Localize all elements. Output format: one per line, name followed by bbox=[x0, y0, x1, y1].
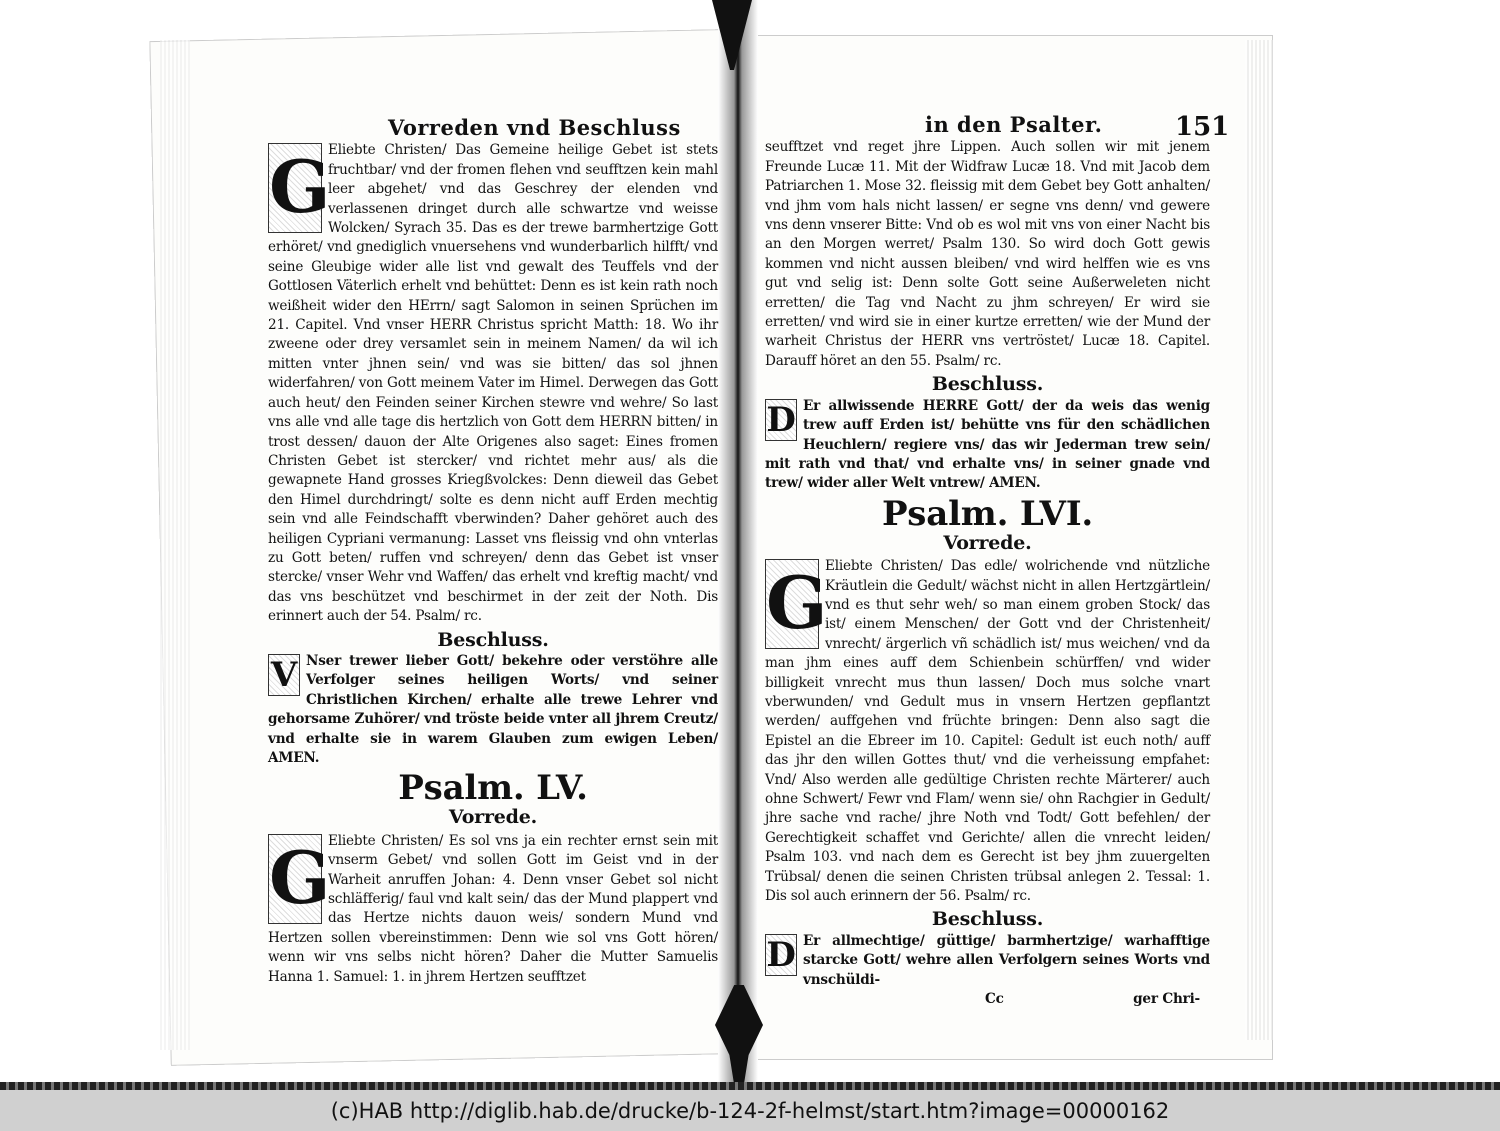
conclusion-55-text: Er allwissende HERRE Gott/ der da weis das wenig trew auff Erden ist/ behütte vns für den schädlichen Heuchlern/ regiere vns/ das wir Jederman trew sein/ mit rath vnd that/ vnd erhalte vns/ in seiner gnade vnd trew/ wider aller Welt vntrew/ AMEN. bbox=[765, 397, 1210, 492]
conclusion-heading: Beschluss. bbox=[931, 373, 1044, 396]
left-page-edge bbox=[160, 40, 190, 1050]
right-running-head: in den Psalter. bbox=[925, 112, 1103, 137]
left-page-text bbox=[268, 115, 718, 987]
preface-55 bbox=[268, 832, 718, 987]
conclusion-55 bbox=[765, 397, 1210, 494]
decorated-initial: G bbox=[268, 143, 322, 233]
copyright-text: (c)HAB http://diglib.hab.de/drucke/b-124-2f-helmst/start.htm?image=00000162 bbox=[330, 1098, 1170, 1123]
conclusion-heading: Beschluss. bbox=[437, 628, 549, 651]
book-gutter bbox=[718, 0, 758, 1090]
decorated-initial: D bbox=[766, 934, 796, 975]
signature-line bbox=[765, 990, 1210, 1009]
page-number: 151 bbox=[1175, 112, 1230, 142]
preface-54 bbox=[268, 141, 718, 626]
copyright-footer bbox=[0, 1090, 1500, 1131]
decorated-initial: G bbox=[765, 559, 819, 649]
decorated-initial: G bbox=[268, 834, 322, 924]
left-running-head: Vorreden vnd Beschluss bbox=[388, 115, 681, 140]
conclusion-56-text: Er allmechtige/ güttige/ barmhertzige/ warhafftige starcke Gott/ wehre allen Verfolgern seines Worts vnd vnschüldi- bbox=[803, 932, 1210, 988]
conclusion-54-text: Nser trewer lieber Gott/ bekehre oder verstöhre alle Verfolger seines heiligen Worts/ vnd seiner Christlichen Kirchen/ erhalte alle trewe Lehrer vnd gehorsame Zuhörer/ vnd tröste beide vnter all jhrem Creutz/ vnd erhalte sie in warem Glauben zum ewigen Leben/ AMEN. bbox=[268, 652, 718, 766]
scan-bottom-edge bbox=[0, 1082, 1500, 1090]
decorated-initial: D bbox=[766, 399, 796, 440]
right-page-edge bbox=[1245, 40, 1275, 1040]
psalm-title: Psalm. LV. bbox=[398, 768, 588, 809]
preface-56 bbox=[765, 557, 1210, 906]
psalm-title: Psalm. LVI. bbox=[881, 493, 1094, 534]
conclusion-56 bbox=[765, 932, 1210, 990]
preface-56-text: Eliebte Christen/ Das edle/ wolrichende vnd nützliche Kräutlein die Gedult/ wächst nicht in allen Hertzgärtlein/ vnd es thut sehr weh/ so man einem groben Stock/ das ist/ einem Menschen/ der Gott vnd der Christenheit/ vnrecht/ ärgerlich vñ schädlich ist/ mus weichen/ vnd da man jhm eines auff dem Schienbein schürffen/ vnd wider billigkeit vnrecht mus thun lassen/ Doch mus solche vnart vberwunden/ vnd Gedult mus in vnsern Hertzen gepflantzt werden/ auffgehen vnd früchte bringen: Denn also sagt die Epistel an die Ebreer im 10. Capitel: Gedult ist euch noth/ auff das jhr den willen Gottes thut/ vnd die verheissung empfahet: Vnd/ Also werden alle gedültige Christen rechte Märterer/ auch ohne Schwert/ Fewr vnd Flam/ wenn sie/ ohn Rachgier in Gedult/ jhre sache vnd rache/ jhre Noth vnd Todt/ Gott befehlen/ der Gerechtigkeit schaffet vnd Gerichte/ allen die vnrecht leiden/ Psalm 103. vnd nach dem es Gerecht ist bey jhm zuuergelten Trübsal/ denen die seinen Christen trübsal anlegen 2. Tessal: 1. Dis sol auch erinnern der 56. Psalm/ rc. bbox=[765, 558, 1210, 905]
signature-mark: Cc bbox=[985, 991, 1004, 1008]
decorated-initial: V bbox=[268, 654, 300, 696]
preface-heading: Vorrede. bbox=[943, 531, 1032, 554]
conclusion-54 bbox=[268, 652, 718, 768]
conclusion-heading: Beschluss. bbox=[931, 908, 1044, 931]
preface-55-text: Eliebte Christen/ Es sol vns ja ein rechter ernst sein mit vnserm Gebet/ vnd sollen Gott im Geist vnd in der Warheit anruffen Johan: 4. Denn vnser Gebet sol nicht schläfferig/ faul vnd kalt sein/ das der Mund plappert vnd das Hertze nichts dauon weis/ sondern Mund vnd Hertzen sollen vbereinstimmen: Denn wie sol vns Gott hören/ wenn wir vns selbs nicht hören? Daher die Mutter Samuelis Hanna 1. Samuel: 1. in jhrem Hertzen seufftzet bbox=[268, 832, 718, 985]
preface-54-text: Eliebte Christen/ Das Gemeine heilige Gebet ist stets fruchtbar/ vnd der fromen flehen vnd seufftzen kein mahl leer abgehet/ vnd das Geschrey der elenden vnd verlassenen dringet durch alle schwartze vnd weisse Wolcken/ Syrach 35. Das es der trewe barmhertzige Gott erhöret/ vnd gnediglich vnuersehens vnd wunderbarlich hilfft/ vnd seine Gleubige wider alle list vnd gewalt des Teuffels vnd der Gottlosen Väterlich erhelt vnd behüttet: Denn es ist kein rath noch weißheit wider den HErrn/ sagt Salomon in seinen Sprüchen im 21. Capitel. Vnd vnser HERR Christus spricht Matth: 18. Wo ihr zweene oder drey versamlet sein in meinem Namen/ da wil ich mitten vnter jhnen sein/ vnd was sie bitten/ das sol jhnen widerfahren/ von Gott meinem Vater im Himel. Derwegen das Gott auch heut/ den Feinden seiner Kirchen stewre vnd wehre/ So last vns alle vnd alle tage dis hertzlich von Gott dem HERRN bitten/ in trost dessen/ dauon der Alte Origenes also saget: Eines fromen Christen Gebet ist stercker/ vnd richtet mehr aus/ als die gewapnete Hand grosses Kriegßvolckes: Denn dieweil das Gebet den Himel durchdringt/ solte es denn nicht auff Erden mechtig sein vnd alle Feindschafft vberwinden? Daher gehöret auch des heiligen Cypriani vermanung: Lasset vns fleissig vnd ohn vnterlas zu Gott beten/ ruffen vnd schreyen/ denn das Gebet ist vnser stercke/ vnser Wehr vnd Waffen/ das erhelt vnd kreftig macht/ vnd das vns beschützet vnd beschirmet in der zeit der Noth. Dis erinnert auch der 54. Psalm/ rc. bbox=[268, 142, 718, 625]
right-page-text bbox=[765, 112, 1210, 1009]
preface-55-continuation: seufftzet vnd reget jhre Lippen. Auch sollen wir mit jenem Freunde Lucæ 11. Mit der Widfraw Lucæ 18. Vnd mit Jacob dem Patriarchen 1. Mose 32. fleissig mit dem Gebet bey Gott anhalten/ vnd jhm vom hals nicht lassen/ er segne vns denn/ vnd gewere vns denn vnserer Bitte: Vnd ob es wol mit vns von einer Nacht bis an den Morgen werret/ Psalm 130. So wird doch Gott gewis kommen vnd nicht aussen bleiben/ vnd wird helffen wie es vns gut vnd selig ist: Denn solte Gott seine Außerweleten nicht erretten/ die Tag vnd Nacht zu jhm schreyen/ Er wird sie erretten/ vnd wird sie in einer kurtze erretten/ wie der Mund der warheit Christus der HERR vns vertröstet/ Lucæ 18. Capitel. Darauff höret an den 55. Psalm/ rc. bbox=[765, 139, 1210, 369]
catchword: ger Chri- bbox=[1133, 991, 1200, 1008]
preface-heading: Vorrede. bbox=[448, 806, 538, 829]
